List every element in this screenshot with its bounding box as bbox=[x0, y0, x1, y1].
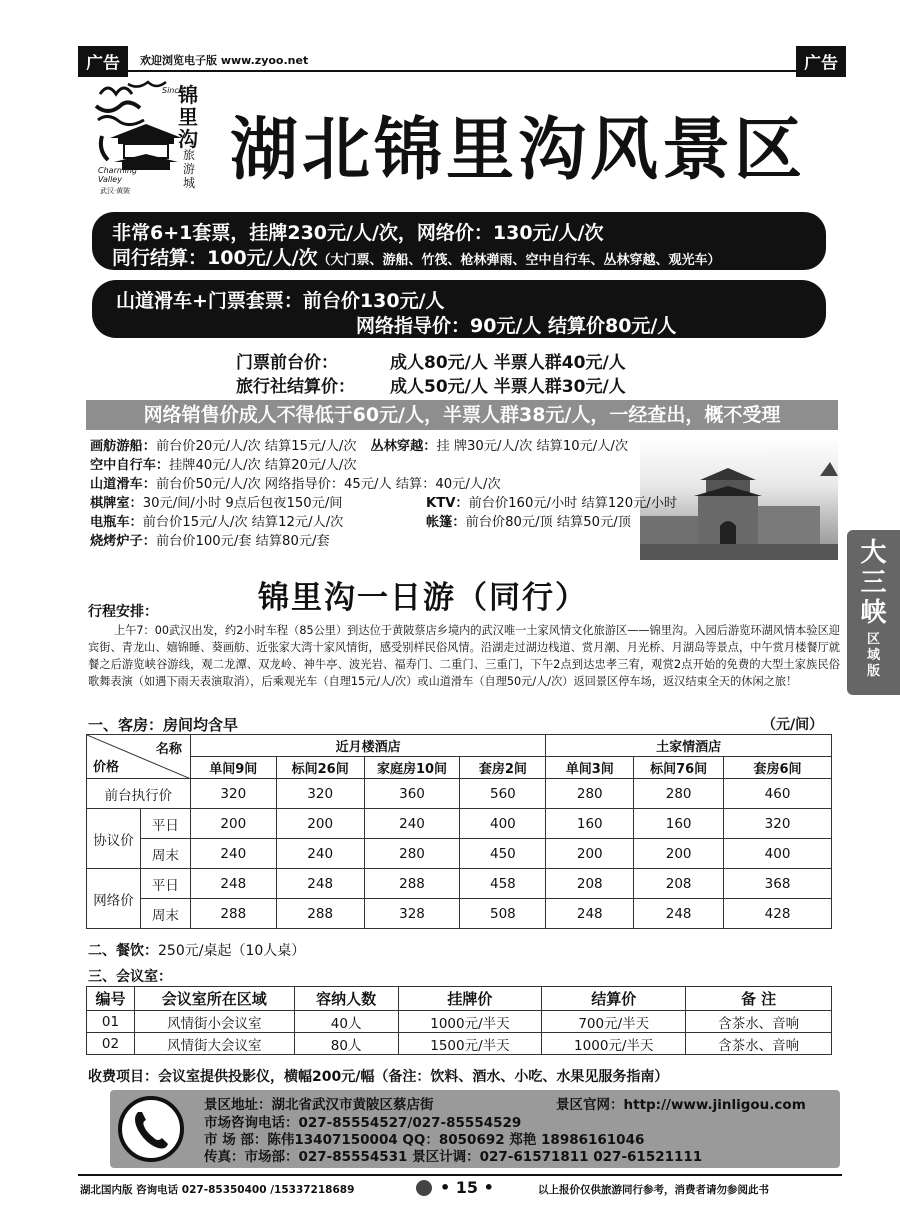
col-header: 家庭房10间 bbox=[364, 757, 460, 779]
col-header: 套房2间 bbox=[460, 757, 546, 779]
bottom-divider bbox=[78, 1174, 842, 1176]
col-header: 挂牌价 bbox=[398, 987, 542, 1011]
page-number: • 15 • bbox=[440, 1178, 494, 1197]
contact-market-phone: 市场咨询电话：027-85554527/027-85554529 bbox=[204, 1115, 522, 1131]
footer-right: 以上报价仅供旅游同行参考，消费者请勿参阅此书 bbox=[538, 1184, 769, 1196]
dining-line: 二、餐饮：250元/桌起（10人桌） bbox=[88, 943, 306, 959]
item-row: 山道滑车：前台价50元/人/次 网络指导价：45元/人 结算：40元/人/次 bbox=[90, 477, 501, 492]
rooms-title: 一、客房：房间均含早 bbox=[88, 716, 239, 734]
item-row: 烧烤炉子：前台价100元/套 结算80元/套 bbox=[90, 534, 330, 549]
pricing-notice: 网络销售价成人不得低于60元/人，半票人群38元/人，一经查出，概不受理 bbox=[86, 400, 838, 430]
col-header: 容纳人数 bbox=[294, 987, 398, 1011]
col-header: 编号 bbox=[87, 987, 135, 1011]
ticket-front-value: 成人80元/人 半票人群40元/人 bbox=[390, 353, 626, 373]
side-tab-sub: 区域版 bbox=[866, 632, 880, 679]
contact-website[interactable]: 景区官网：http://www.jinligou.com bbox=[556, 1097, 806, 1113]
table-row: 01 风情街小会议室 40人 1000元/半天 700元/半天 含茶水、音响 bbox=[87, 1011, 832, 1033]
item-row: 画舫游船：前台价20元/人/次 结算15元/人/次 丛林穿越：挂 牌30元/人/次 结算10元/人/次 bbox=[90, 439, 629, 454]
banner-package-ticket bbox=[92, 212, 826, 270]
ticket-front-label: 门票前台价： bbox=[236, 353, 338, 373]
rooms-unit: （元/间） bbox=[762, 717, 824, 733]
banner-sled-combo bbox=[92, 280, 826, 338]
table-row: 02 风情街大会议室 80人 1500元/半天 1000元/半天 含茶水、音响 bbox=[87, 1033, 832, 1055]
banner2-line1: 山道滑车+门票套票：前台价130元/人 bbox=[116, 290, 445, 312]
ad-tag-right: 广告 bbox=[796, 46, 846, 77]
phone-icon-badge bbox=[118, 1096, 184, 1162]
col-header: 结算价 bbox=[542, 987, 686, 1011]
fees-note: 收费项目：会议室提供投影仪，横幅200元/幅（备注：饮料、酒水、小吃、水果见服务指南） bbox=[88, 1069, 669, 1085]
table-row: 前台执行价 320 320 360 560 280 280 460 bbox=[87, 779, 832, 809]
banner2-line2: 网络指导价：90元/人 结算价80元/人 bbox=[356, 315, 677, 337]
col-header: 套房6间 bbox=[724, 757, 832, 779]
hotel-jinyuelou: 近月楼酒店 bbox=[190, 735, 545, 757]
col-header: 会议室所在区域 bbox=[134, 987, 294, 1011]
logo-name: 锦里沟 bbox=[178, 83, 198, 151]
table-row: 网络价 平日 248 248 288 458 208 208 368 bbox=[87, 869, 832, 899]
page-emblem-icon bbox=[416, 1180, 432, 1196]
contact-address: 景区地址：湖北省武汉市黄陂区蔡店街 bbox=[204, 1097, 434, 1113]
logo-sub: 旅游城 bbox=[183, 148, 196, 190]
contact-market-dept: 市 场 部：陈伟13407150004 QQ：8050692 郑艳 18986161046 bbox=[204, 1132, 645, 1148]
meeting-room-table bbox=[86, 986, 832, 1055]
col-header: 单间9间 bbox=[190, 757, 276, 779]
telephone-icon bbox=[122, 1100, 180, 1158]
contact-fax: 传真：市场部：027-85554531 景区计调：027-61571811 027-61521111 bbox=[204, 1149, 703, 1165]
meeting-title: 三、会议室： bbox=[88, 969, 172, 985]
item-row: 电瓶车：前台价15元/人/次 结算12元/人/次 帐篷：前台价80元/顶 结算50元/顶 bbox=[90, 515, 631, 530]
page-title: 湖北锦里沟风景区 bbox=[230, 110, 807, 190]
hotel-tujiaqing: 土家情酒店 bbox=[546, 735, 832, 757]
footer-left: 湖北国内版 咨询电话 027-85350400 /15337218689 bbox=[80, 1184, 355, 1196]
col-header: 单间3间 bbox=[546, 757, 634, 779]
ad-tag-left: 广告 bbox=[78, 46, 128, 77]
item-row: 棋牌室：30元/间/小时 9点后包夜150元/间 KTV：前台价160元/小时 结算120元/小时 bbox=[90, 496, 678, 511]
region-side-tab bbox=[847, 530, 900, 695]
banner1-settlement: 同行结算：100元/人/次 bbox=[112, 247, 318, 269]
banner1-items: （大门票、游船、竹筏、枪林弹雨、空中自行车、丛林穿越、观光车） bbox=[317, 253, 721, 268]
top-divider bbox=[78, 70, 842, 72]
tour-itinerary: 上午7：00武汉出发，约2小时车程（85公里）到达位于黄陂蔡店乡境内的武汉唯一土家风情文化旅游区——锦里沟。入园后游览环湖风情本验区迎宾街、青龙山、嬉锦睡、葵画舫、近张家大湾十家风情街，感受别样民俗风情。沿湖走过湖边栈道、赏月潮、月光桥、月湖岛等景点，中午赏月楼餐厅就餐之后游览峡谷游线，观二龙潭、双龙岭、神牛亭、波光岩、福寿门、二重门、三重门，下午2点到达忠孝三宥，观赏2点开始的免费的大型土家族民俗歌舞表演（如遇下雨天表演取消），后乘观光车（自理15元/人/次）或山道滑车（自理50元/人/次）返回景区停车场，返汉结束全天的休闲之旅！ bbox=[88, 624, 840, 688]
col-header: 标间26间 bbox=[276, 757, 364, 779]
item-row: 空中自行车：挂牌40元/人/次 结算20元/人/次 bbox=[90, 458, 357, 473]
contact-box bbox=[110, 1090, 840, 1168]
browse-text: 欢迎浏览电子版 www.zyoo.net bbox=[140, 54, 309, 67]
banner1-line1: 非常6+1套票，挂牌230元/人/次，网络价：130元/人/次 bbox=[112, 222, 604, 244]
side-tab-main: 大三峡 bbox=[860, 538, 887, 628]
col-header: 标间76间 bbox=[634, 757, 724, 779]
logo-english: Charming Valley bbox=[98, 166, 138, 184]
table-row: 周末 240 240 280 450 200 200 400 bbox=[87, 839, 832, 869]
tour-heading: 锦里沟一日游（同行） bbox=[258, 580, 588, 616]
ticket-agency-value: 成人50元/人 半票人群30元/人 bbox=[390, 377, 626, 397]
ticket-agency-label: 旅行社结算价： bbox=[236, 377, 355, 397]
col-header: 备 注 bbox=[686, 987, 832, 1011]
table-row: 协议价 平日 200 200 240 400 160 160 320 bbox=[87, 809, 832, 839]
corner-cell: 名称 价格 bbox=[87, 735, 191, 779]
facility-price-list bbox=[90, 437, 678, 551]
room-price-table bbox=[86, 734, 832, 929]
logo-since: Since bbox=[162, 86, 184, 95]
logo-tagline: 武汉·黄陂 bbox=[100, 187, 131, 195]
table-row: 周末 288 288 328 508 248 248 428 bbox=[87, 899, 832, 929]
tour-label: 行程安排： bbox=[88, 604, 158, 620]
